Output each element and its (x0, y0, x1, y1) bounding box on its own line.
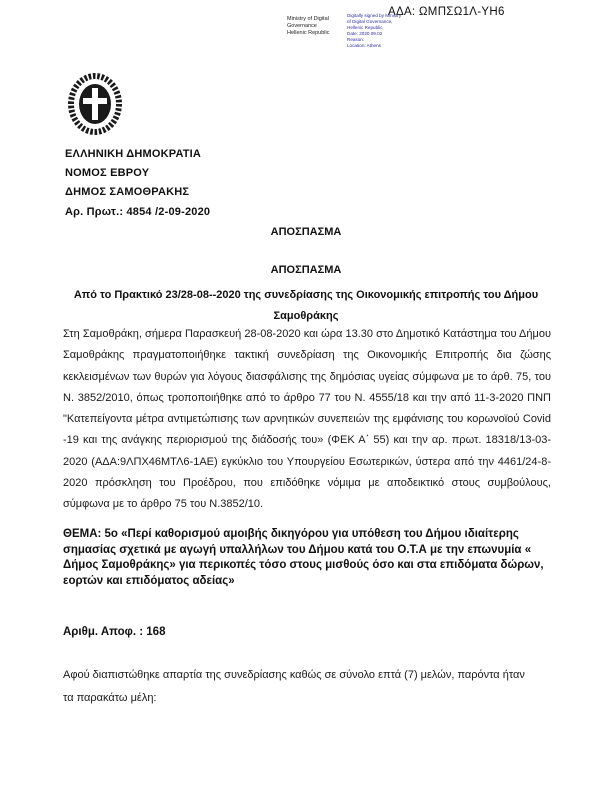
greek-emblem-icon (66, 72, 124, 136)
letterhead-republic: ΕΛΛΗΝΙΚΗ ΔΗΜΟΚΡΑΤΙΑ (65, 148, 202, 160)
members-intro: τα παρακάτω μέλη: (63, 692, 157, 704)
title-minutes-reference: Από το Πρακτικό 23/28-08--2020 της συνεδρίασης της Οικονομικής επιτροπής του Δήμου Σαμοθράκης (73, 289, 539, 322)
stamp-right-line: of Digital Governance, (347, 18, 393, 24)
ada-code: ΑΔΑ: ΩΜΠΣΩ1Λ-ΥΗ6 (388, 6, 505, 18)
letterhead-municipality: ΔΗΜΟΣ ΣΑΜΟΘΡΑΚΗΣ (65, 186, 190, 198)
protocol-number: Αρ. Πρωτ.: 4854 /2-09-2020 (65, 206, 211, 218)
title-apospasma-2: ΑΠΟΣΠΑΣΜΑ (270, 264, 342, 276)
stamp-right-line: Location: Athens (347, 42, 381, 48)
stamp-right-line: Reason: (347, 36, 365, 42)
stamp-right-line: Date: 2020.09.02 (347, 30, 383, 36)
signature-stamp-details (347, 13, 427, 48)
stamp-right-line: Digitally signed by Ministry (347, 13, 402, 18)
subject-thema: ΘΕΜΑ: 5ο «Περί καθορισμού αμοιβής δικηγόρου για υπόθεση του Δήμου ιδιαίτερης σημασίας σχετικά με αγωγή υπαλλήλων του Δήμου κατά του Ο.Τ.Α με την επωνυμία « Δήμος Σαμοθράκης» για περικοπές τόσο στους μισθούς όσο και στα επιδόματα δώρων, εορτών και επιδόματος αδείας» (63, 528, 544, 587)
decision-number: Αριθμ. Αποφ. : 168 (63, 626, 166, 638)
signature-stamp-ministry (287, 16, 345, 37)
stamp-left-line: Hellenic Republic (287, 30, 330, 36)
title-apospasma-1: ΑΠΟΣΠΑΣΜΑ (270, 226, 342, 238)
body-paragraph: Στη Σαμοθράκη, σήμερα Παρασκευή 28-08-2020 και ώρα 13.30 στο Δημοτικό Κατάστημα του Δήμου Σαμοθράκης πραγματοποιήθηκε τακτική συνεδρίαση της Οικονομικής Επιτροπής δια ζώσης κεκλεισμένων των θυρών για λόγους διασφάλισης της δημόσιας υγείας σύμφωνα με το άρθ. 75, του Ν. 3852/2010, όπως τροποποιήθηκε από το άρθρο 77 του Ν. 4555/18 και την από 11-3-2020 ΠΝΠ "Κατεπείγοντα μέτρα αντιμετώπισης των αρνητικών συνεπειών της εμφάνισης του κορωνοϊού Covid -19 και της ανάγκης περιορισμού της διάδοσής του» (ΦΕΚ Α΄ 55) και την αρ. πρωτ. 18318/13-03-2020 (ΑΔΑ:9ΛΠΧ46ΜΤΛ6-1ΑΕ) εγκύκλιο του Υπουργείου Εσωτερικών, ύστερα από την 4461/24-8-2020 πρόσκληση του Προέδρου, που επιδόθηκε νόμιμα με αποδεικτικό στους συμβούλους, σύμφωνα με το άρθρο 75 του Ν.3852/10. (63, 328, 551, 511)
letterhead-prefecture: ΝΟΜΟΣ ΕΒΡΟΥ (65, 167, 150, 179)
stamp-left-line: Ministry of Digital (287, 16, 329, 22)
stamp-left-line: Governance (287, 23, 317, 29)
stamp-right-line: Hellenic Republic (347, 24, 383, 30)
quorum-statement: Αφού διαπιστώθηκε απαρτία της συνεδρίασης καθώς σε σύνολο επτά (7) μελών, παρόντα ήταν (63, 669, 525, 681)
